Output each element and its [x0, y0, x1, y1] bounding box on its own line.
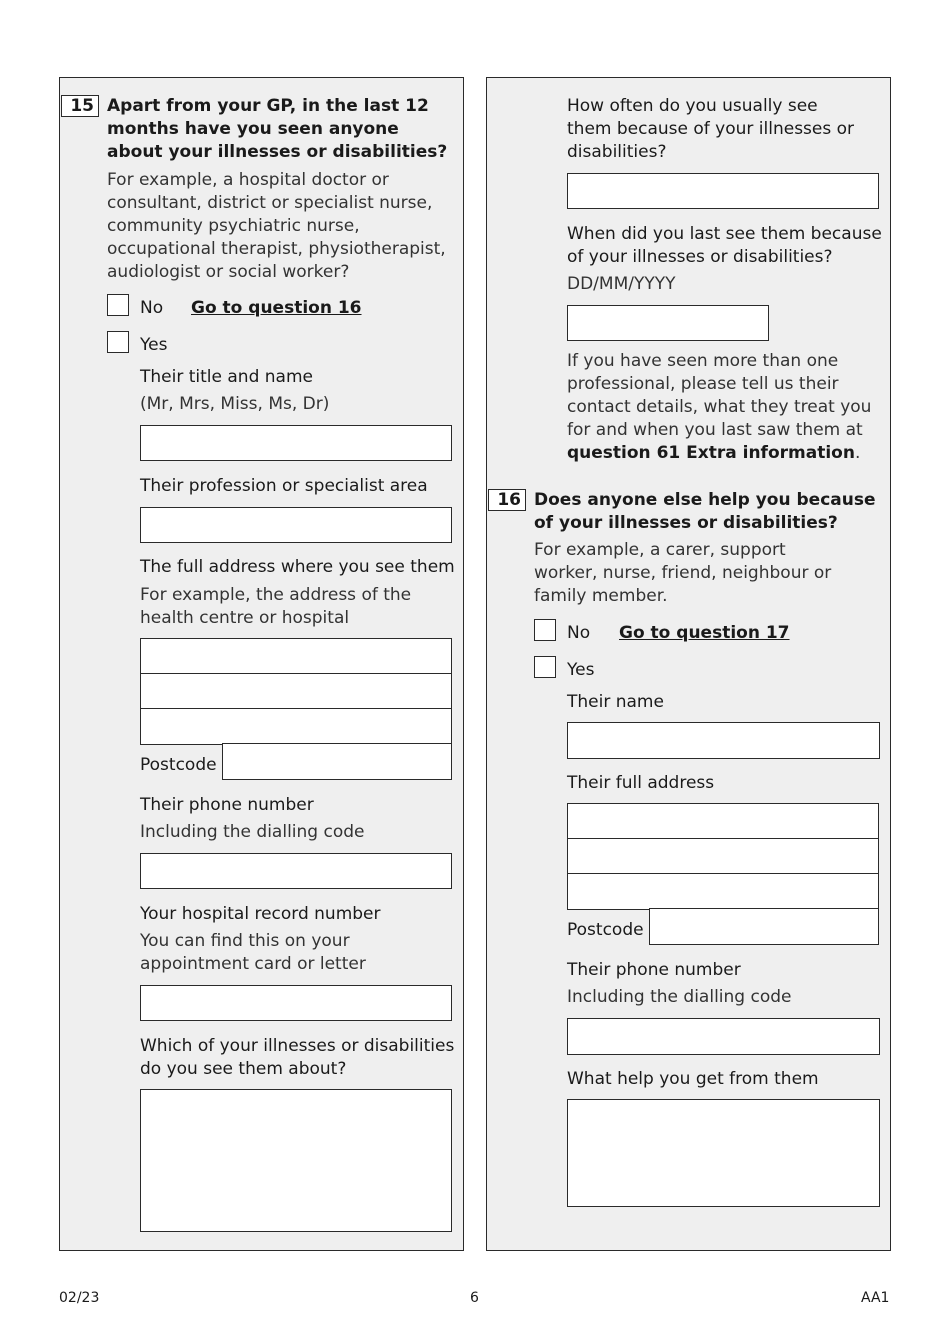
q15-last-seen-label: When did you last see them because of your illnesses or disabilities?: [567, 224, 882, 267]
q15-address-line-3[interactable]: [140, 708, 452, 745]
q16-postcode-input[interactable]: [649, 908, 879, 945]
q15-yes-label: Yes: [140, 335, 168, 355]
q15-address-label: The full address where you see them: [140, 557, 455, 577]
q16-goto-question-17: Go to question 17: [619, 623, 790, 643]
q15-phone-hint: Including the dialling code: [140, 822, 365, 842]
footer-page-number: 6: [470, 1290, 479, 1306]
q15-address-line-1[interactable]: [140, 638, 452, 675]
q16-address-line-1[interactable]: [567, 803, 879, 840]
q15-yes-checkbox[interactable]: [107, 331, 129, 353]
q15-last-seen-hint: DD/MM/YYYY: [567, 274, 676, 294]
q16-phone-label: Their phone number: [567, 960, 741, 980]
q15-more-than-one-text: If you have seen more than one professional, please tell us their contact details, what they treat you for and when you last saw them at question 61 Extra information.: [567, 351, 872, 463]
q16-address-line-2[interactable]: [567, 838, 879, 875]
q15-often-input[interactable]: [567, 173, 879, 209]
q16-name-label: Their name: [567, 692, 664, 712]
q15-extra-info-reference: question 61 Extra information: [567, 443, 855, 463]
q16-phone-hint: Including the dialling code: [567, 987, 792, 1007]
q16-no-label: No: [567, 623, 591, 643]
footer-form-code: AA1: [861, 1290, 890, 1306]
q15-which-input[interactable]: [140, 1089, 452, 1232]
q15-address-line-2[interactable]: [140, 673, 452, 710]
q15-postcode-input[interactable]: [222, 743, 452, 780]
question-15-hint: For example, a hospital doctor or consultant, district or specialist nurse, community psychiatric nurse, occupational therapist, physiotherapist, audiologist or social worker?: [107, 170, 446, 282]
q16-phone-input[interactable]: [567, 1018, 880, 1055]
q15-record-hint: You can find this on your appointment card or letter: [140, 931, 366, 974]
q16-yes-label: Yes: [567, 660, 595, 680]
q16-yes-checkbox[interactable]: [534, 656, 556, 678]
footer-date: 02/23: [59, 1290, 100, 1306]
q16-name-input[interactable]: [567, 722, 880, 759]
question-16-hint: For example, a carer, support worker, nurse, friend, neighbour or family member.: [534, 540, 832, 606]
question-16-title: Does anyone else help you because of your illnesses or disabilities?: [534, 490, 876, 533]
q15-last-seen-input[interactable]: [567, 305, 769, 341]
q15-which-label: Which of your illnesses or disabilities do you see them about?: [140, 1036, 455, 1079]
q15-name-hint: (Mr, Mrs, Miss, Ms, Dr): [140, 394, 330, 414]
question-15-title: Apart from your GP, in the last 12 months have you seen anyone about your illnesses or disabilities?: [107, 96, 448, 162]
q15-name-label: Their title and name: [140, 367, 313, 387]
q16-postcode-label: Postcode: [567, 920, 644, 940]
q15-postcode-label: Postcode: [140, 755, 217, 775]
question-16-number: 16: [488, 489, 526, 511]
q16-address-label: Their full address: [567, 773, 715, 793]
q15-profession-input[interactable]: [140, 507, 452, 543]
q15-name-input[interactable]: [140, 425, 452, 461]
q16-no-checkbox[interactable]: [534, 619, 556, 641]
q16-help-input[interactable]: [567, 1099, 880, 1207]
q15-often-label: How often do you usually see them because of your illnesses or disabilities?: [567, 96, 855, 162]
q16-address-line-3[interactable]: [567, 873, 879, 910]
q16-help-label: What help you get from them: [567, 1069, 819, 1089]
q15-phone-input[interactable]: [140, 853, 452, 889]
question-15-number: 15: [61, 95, 99, 117]
q15-goto-question-16: Go to question 16: [191, 298, 362, 318]
q15-no-label: No: [140, 298, 164, 318]
q15-record-input[interactable]: [140, 985, 452, 1021]
q15-address-hint: For example, the address of the health centre or hospital: [140, 585, 412, 628]
q15-no-checkbox[interactable]: [107, 294, 129, 316]
q15-phone-label: Their phone number: [140, 795, 314, 815]
q15-record-label: Your hospital record number: [140, 904, 381, 924]
q15-profession-label: Their profession or specialist area: [140, 476, 428, 496]
